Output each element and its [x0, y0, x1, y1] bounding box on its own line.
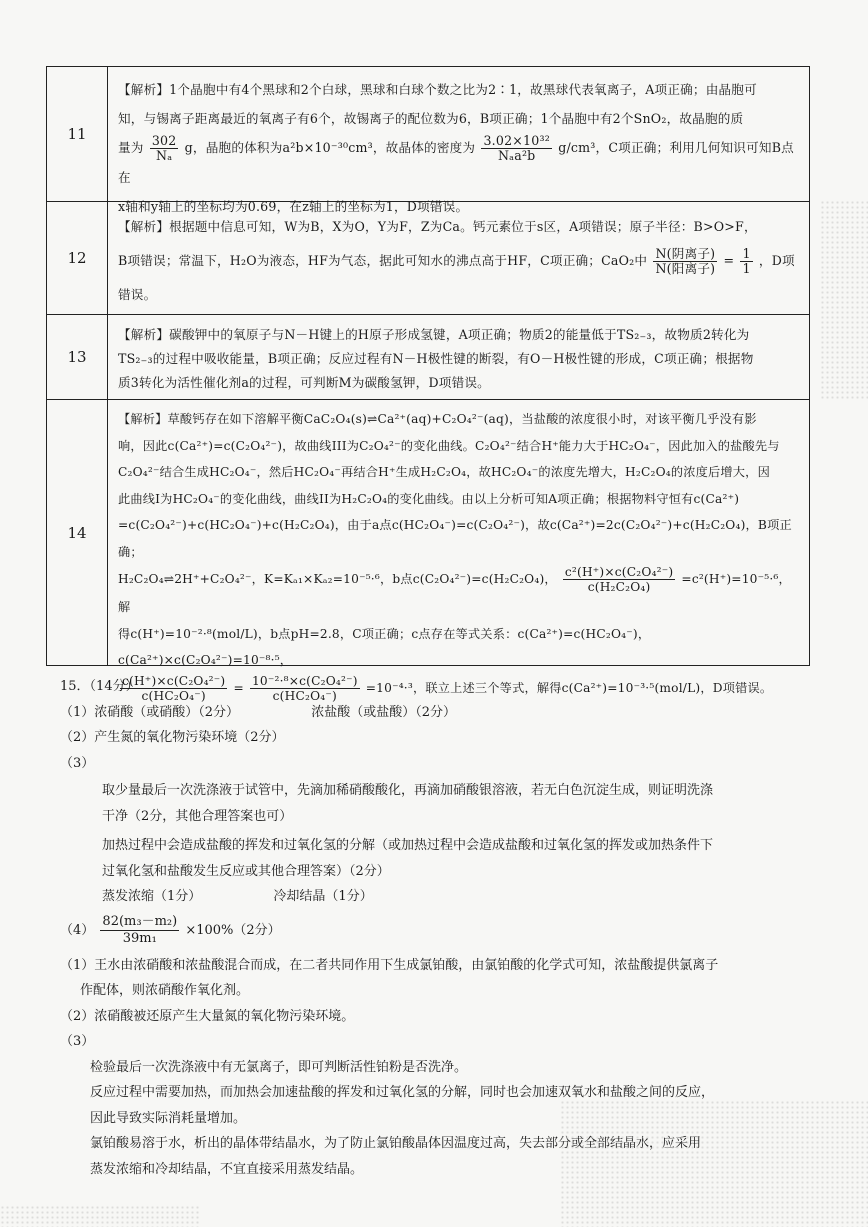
- answer-4-label: （4）: [60, 922, 95, 938]
- numerator: N(阴离子): [655, 246, 716, 261]
- text-line: 此曲线I为HC₂O₄⁻的变化曲线，曲线II为H₂C₂O₄的变化曲线。由以上分析可知A项正确；根据物料守恒有c(Ca²⁺): [118, 491, 740, 506]
- explanation-2: （2）浓硝酸被还原产生大量氮的氧化物污染环境。: [60, 1008, 355, 1024]
- answer-4: [60, 914, 820, 947]
- denominator: N(阳离子): [655, 261, 716, 276]
- answer-2: （2）产生氮的氧化物污染环境（2分）: [60, 730, 285, 745]
- scan-noise: [560, 1100, 868, 1227]
- denominator: Nₐ: [155, 148, 173, 163]
- question-title: 15．（14分）: [60, 679, 139, 694]
- answer-3-right: 冷却结晶（1分）: [273, 889, 373, 904]
- answer-3-label: （3）: [60, 755, 95, 771]
- table-row-11: [47, 67, 809, 214]
- text-segment: =: [723, 253, 735, 268]
- denominator: c(HC₂O₄⁻): [141, 688, 206, 703]
- text-line: TS₂₋₃的过程中吸收能量，B项正确；反应过程有N－H极性键的断裂，有O－H极性键的形成，C项正确；根据物: [118, 351, 754, 366]
- text-line: 【解析】根据题中信息可知，W为B，X为O，Y为F，Z为Ca。钙元素位于s区，A项错误；原子半径：B>O>F，: [118, 219, 757, 234]
- explanation-cell: [108, 400, 809, 703]
- numerator: 1: [742, 246, 751, 261]
- scan-noise: [0, 1205, 200, 1227]
- text-line: 质3转化为活性催化剂a的过程，可判断M为碳酸氢钾，D项错误。: [118, 375, 490, 390]
- text-segment: 量为: [118, 140, 144, 155]
- text-line: C₂O₄²⁻结合生成HC₂O₄⁻，然后HC₂O₄⁻再结合H⁺生成H₂C₂O₄，故HC₂O₄⁻的浓度先增大，H₂C₂O₄的浓度后增大，因: [118, 465, 770, 479]
- numerator: c²(H⁺)×c(C₂O₄²⁻): [564, 565, 674, 579]
- explanation-3-line: 蒸发浓缩和冷却结晶，不宜直接采用蒸发结晶。: [90, 1161, 364, 1177]
- denominator: c(H₂C₂O₄): [587, 580, 651, 594]
- numerator: c(H⁺)×c(C₂O₄²⁻): [122, 673, 226, 688]
- text-segment: g/cm³，C项正确；利用几何知识可知B点在: [118, 140, 794, 185]
- explanation-cell: [108, 315, 809, 399]
- explanation-3-label: （3）: [60, 1034, 95, 1049]
- text-line-with-fractions: [118, 133, 799, 192]
- explanation-3-line: 因此导致实际消耗量增加。: [90, 1110, 247, 1126]
- text-line: 【解析】碳酸钾中的氧原子与N－H键上的H原子形成氢键，A项正确；物质2的能量低于TS₂₋₃，故物质2转化为: [118, 327, 750, 342]
- fraction: [563, 565, 675, 594]
- text-line: 知，与锡离子距离最近的氧离子有6个，故锡离子的配位数为6，B项正确；1个晶胞中有2个SnO₂，故晶胞的质: [118, 111, 744, 126]
- fraction: [100, 914, 179, 947]
- answer-4-tail: ×100%（2分）: [185, 922, 281, 938]
- answer-3-line: 加热过程中会造成盐酸的挥发和过氧化氢的分解（或加热过程中会造成盐酸和过氧化氢的挥发或加热条件下: [102, 838, 714, 853]
- fraction: [740, 247, 752, 276]
- text-line: 错误。: [118, 287, 157, 302]
- answer-3-left: 蒸发浓缩（1分）: [102, 889, 202, 904]
- text-line: 得c(H⁺)=10⁻²·⁸(mol/L)，b点pH=2.8，C项正确；c点存在等式关系：c(Ca²⁺)=c(HC₂O₄⁻)，c(Ca²⁺)×c(C₂O₄²⁻)=10⁻⁸·⁵，: [118, 626, 651, 667]
- answer-3-line: 过氧化氢和盐酸发生反应或其他合理答案）（2分）: [102, 863, 390, 879]
- text-line: 【解析】1个晶胞中有4个黑球和2个白球，黑球和白球个数之比为2∶1，故黑球代表氧离子，A项正确；由晶胞可: [118, 82, 757, 97]
- text-line: x轴和y轴上的坐标均为0.69，在z轴上的坐标为1，D项错误。: [118, 199, 469, 214]
- table-row-12: [47, 201, 809, 314]
- denominator: c(HC₂O₄⁻): [272, 688, 337, 703]
- explanation-1-cont: 作配体，则浓硝酸作氧化剂。: [80, 983, 250, 998]
- text-segment: H₂C₂O₄⇌2H⁺+C₂O₄²⁻，K=Kₐ₁×Kₐ₂=10⁻⁵·⁶，b点c(C₂O₄²⁻)=c(H₂C₂O₄)，: [118, 572, 557, 586]
- fraction: [653, 247, 717, 276]
- explanation-cell: [108, 202, 809, 314]
- answer-3-line: [60, 884, 820, 910]
- answer-1: [60, 700, 820, 726]
- explanation-3-line: 检验最后一次洗涤液中有无氯离子，即可判断活性铂粉是否洗净。: [90, 1059, 468, 1075]
- numerator: 82(m₃－m₂): [102, 913, 178, 929]
- answer-3-line: 干净（2分，其他合理答案也可）: [102, 808, 293, 824]
- explanation-3-line: 反应过程中需要加热，而加热会加速盐酸的挥发和过氧化氢的分解，同时也会加速双氧水和盐酸之间的反应，: [90, 1085, 715, 1100]
- question-number: 13: [47, 315, 108, 399]
- text-line: =c(C₂O₄²⁻)+c(HC₂O₄⁻)+c(H₂C₂O₄)，由于a点c(HC₂O₄⁻)=c(C₂O₄²⁻)，故c(Ca²⁺)=2c(C₂O₄²⁻)+c(H₂C₂O₄)，B项正确；: [118, 518, 792, 559]
- text-segment: =: [233, 680, 244, 695]
- answer-1-right: 浓盐酸（或盐酸）（2分）: [311, 704, 456, 720]
- text-segment: =c²(H⁺)=10⁻⁵·⁶，解: [118, 572, 791, 614]
- text-segment: B项错误；常温下，H₂O为液态，HF为气态，据此可知水的沸点高于HF，C项正确；CaO₂中: [118, 253, 648, 268]
- denominator: 1: [742, 261, 751, 276]
- question-number: 14: [47, 400, 108, 665]
- table-row-13: [47, 314, 809, 399]
- explanation-1: （1）王水由浓硝酸和浓盐酸混合而成，在二者共同作用下生成氯铂酸，由氯铂酸的化学式可知，浓盐酸提供氯离子: [60, 957, 719, 973]
- text-segment: g，晶胞的体积为a²b×10⁻³⁰cm³，故晶体的密度为: [184, 140, 476, 155]
- scan-noise: [820, 200, 868, 400]
- question-number: 11: [47, 67, 108, 201]
- answer-1-left: （1）浓硝酸（或硝酸）（2分）: [60, 704, 240, 720]
- text-segment: ，D项: [758, 253, 795, 268]
- text-line-with-fractions: [118, 244, 799, 278]
- numerator: 10⁻²·⁸×c(C₂O₄²⁻): [251, 673, 358, 688]
- fraction: [481, 134, 552, 163]
- denominator: 39m₁: [122, 930, 157, 946]
- explanation-3-line: 氯铂酸易溶于水，析出的晶体带结晶水，为了防止氯铂酸晶体因温度过高，失去部分或全部结晶水，应采用: [90, 1136, 702, 1151]
- numerator: 3.02×10³²: [483, 133, 550, 148]
- question-number: 12: [47, 202, 108, 314]
- denominator: Nₐa²b: [497, 148, 536, 163]
- text-line: 响，因此c(Ca²⁺)=c(C₂O₄²⁻)，故曲线III为C₂O₄²⁻的变化曲线。C₂O₄²⁻结合H⁺能力大于HC₂O₄⁻，因此加入的盐酸先与: [118, 438, 780, 453]
- text-segment: =10⁻⁴·³，联立上述三个等式，解得c(Ca²⁺)=10⁻³·⁵(mol/L)，D项错误。: [365, 680, 773, 695]
- answer-3-line: 取少量最后一次洗涤液于试管中，先滴加稀硝酸酸化，再滴加硝酸银溶液，若无白色沉淀生成，则证明洗涤: [102, 783, 714, 798]
- explanation-cell: [108, 67, 809, 214]
- fraction: [150, 134, 179, 163]
- text-line-with-fractions: [118, 565, 799, 621]
- text-line: 【解析】草酸钙存在如下溶解平衡CaC₂O₄(s)⇌Ca²⁺(aq)+C₂O₄²⁻(aq)，当盐酸的浓度很小时，对该平衡几乎没有影: [118, 412, 757, 426]
- numerator: 302: [151, 133, 177, 148]
